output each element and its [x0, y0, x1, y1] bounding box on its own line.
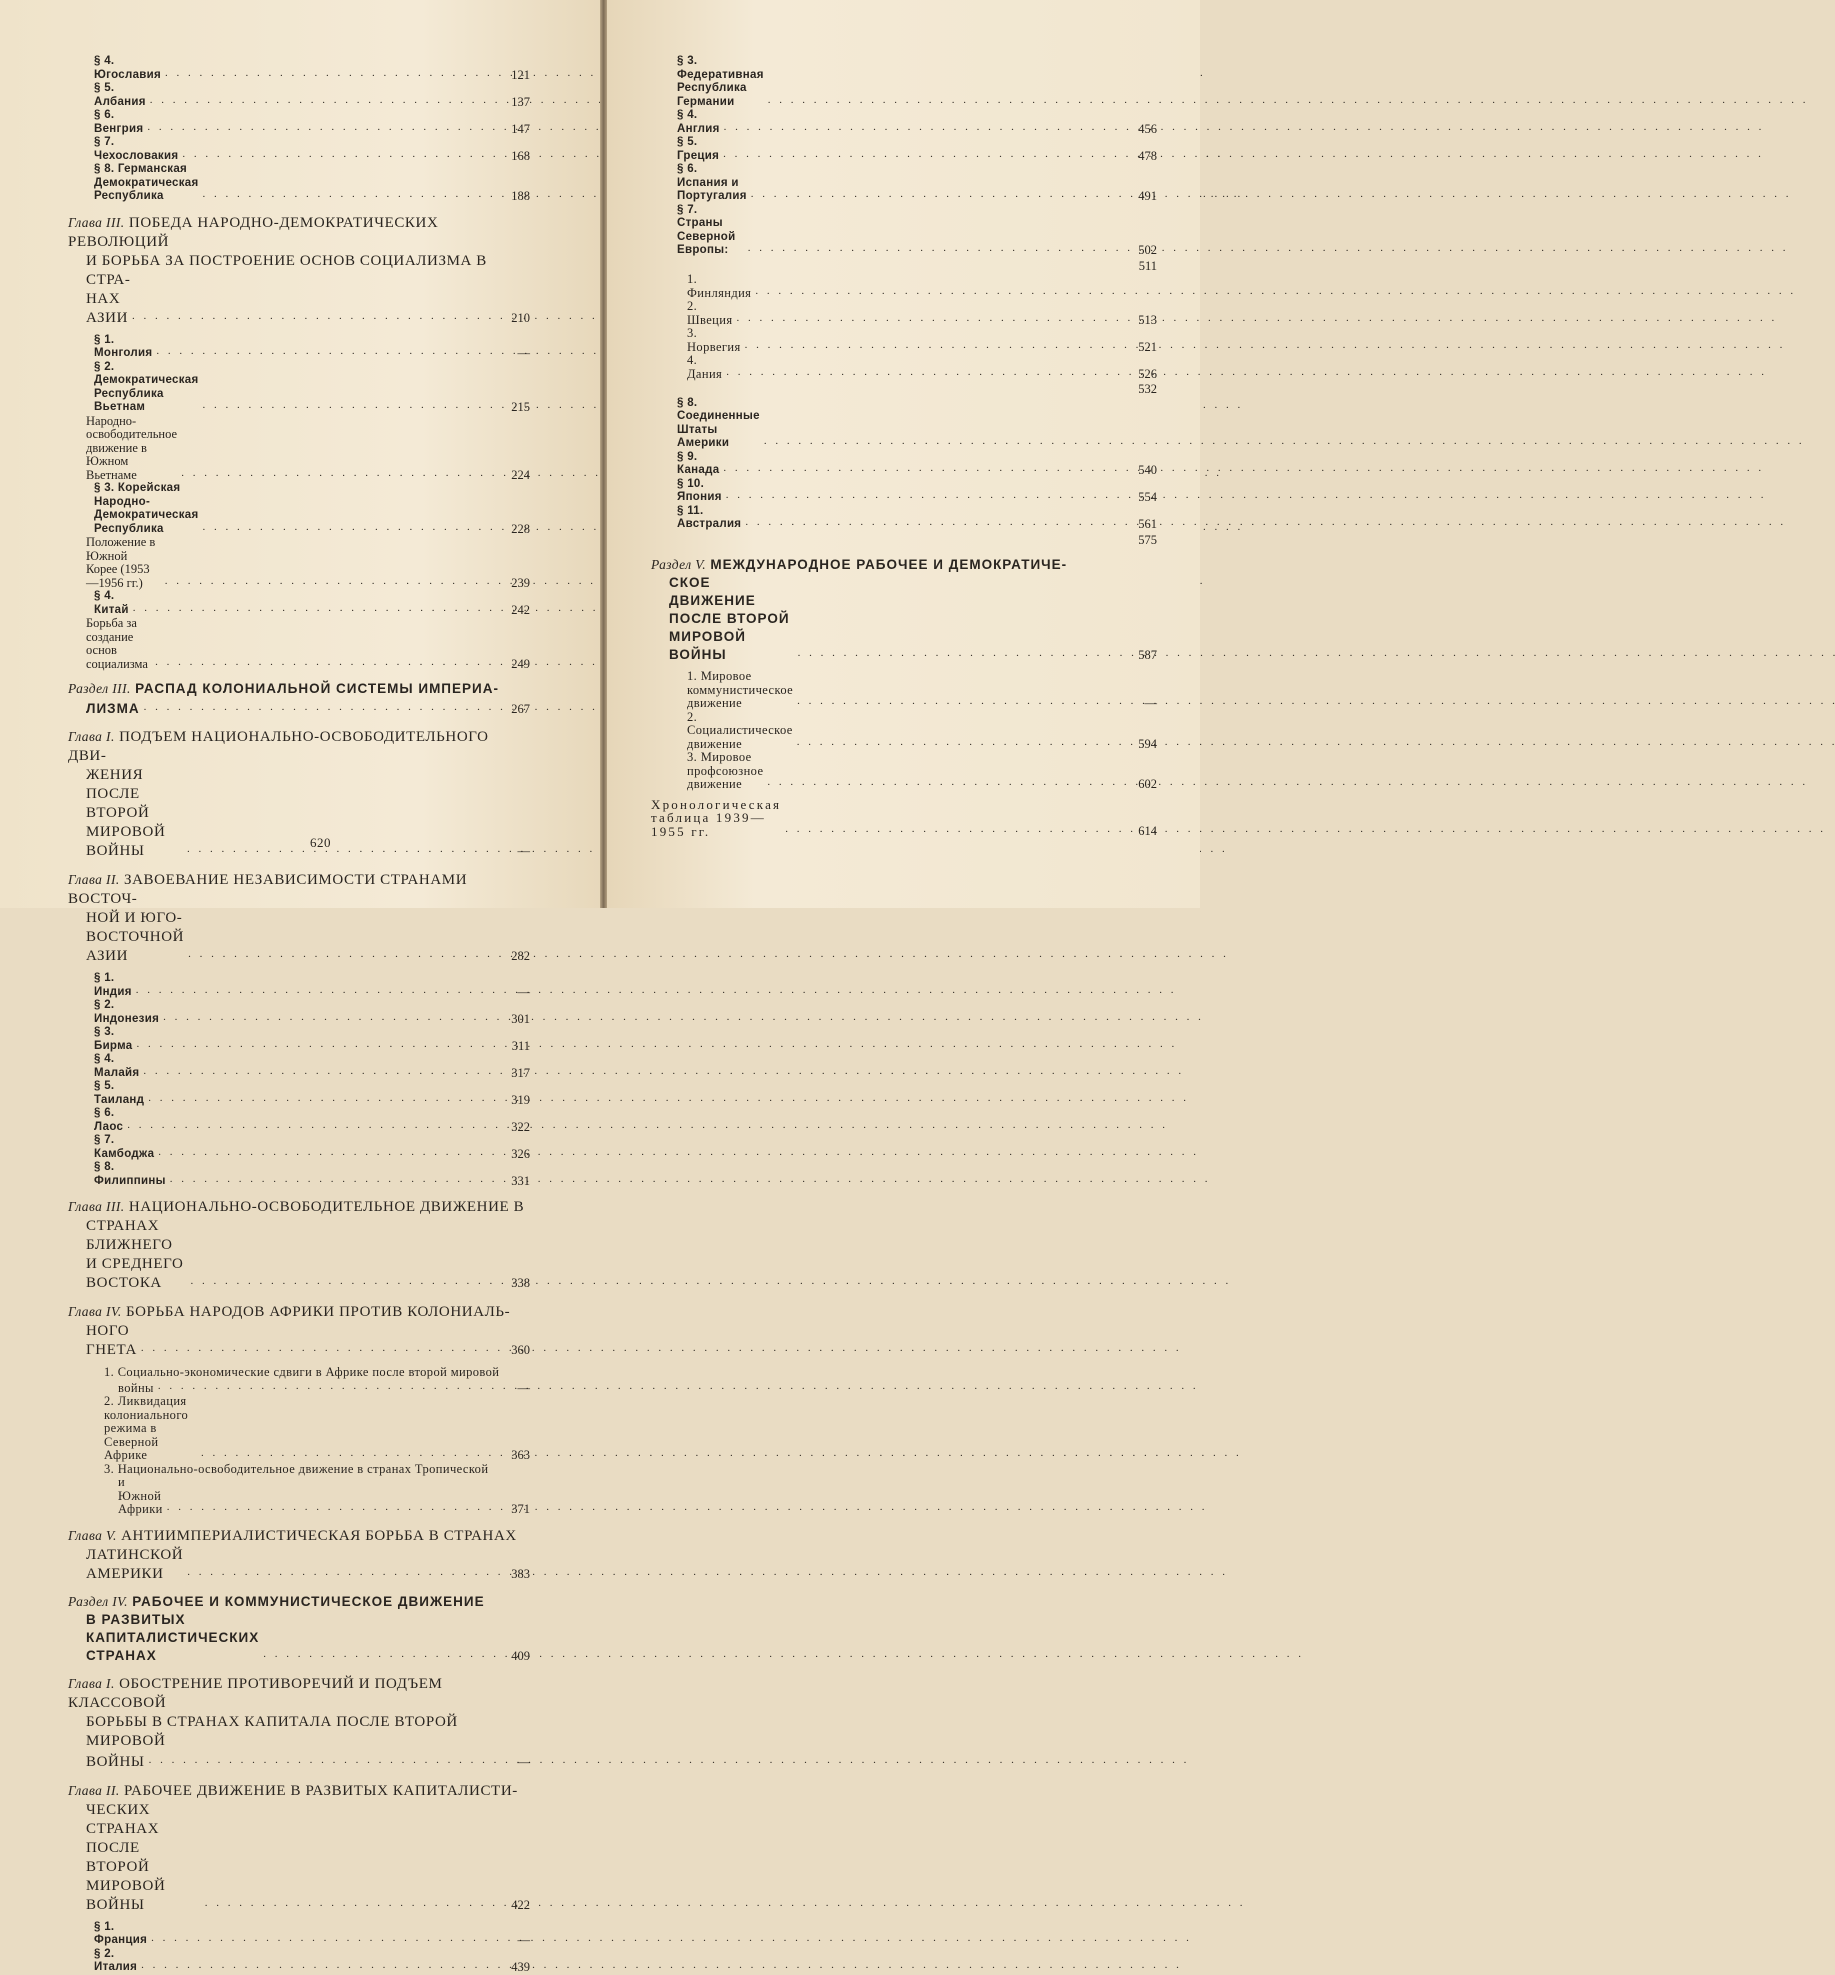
toc-subentry: [68, 1395, 530, 1463]
toc-subentry: [651, 273, 1157, 300]
heading-label: Глава II.: [68, 872, 120, 887]
entry-page: 121: [511, 67, 530, 82]
toc-entry: [651, 798, 1157, 839]
chapter-heading: [68, 213, 530, 328]
entry-page: 210: [511, 310, 530, 325]
heading-text: ЗАВОЕВАНИЕ НЕЗАВИСИМОСТИ СТРАНАМИ ВОСТОЧ-: [68, 872, 468, 907]
dot-leader: [755, 285, 1119, 299]
dot-leader: [748, 242, 1119, 256]
entry-title-line: 1. Финляндия: [687, 272, 752, 300]
toc-entry: [68, 334, 530, 361]
heading-label: Раздел III.: [68, 681, 131, 696]
entry-title: § 5. Таиланд: [94, 1080, 145, 1106]
dot-leader: [163, 1011, 492, 1025]
heading-text: ВОЙНЫ: [86, 1753, 145, 1770]
entry-title-line: 1. Социально-экономические сдвиги в Африке после второй мировой: [104, 1365, 500, 1379]
entry-title: § 2. Демократическая Республика Вьетнам: [94, 360, 199, 413]
toc-entry: [68, 999, 530, 1026]
dot-leader: [726, 489, 1119, 503]
entry-title: § 4. Англия: [677, 109, 720, 135]
entry-title-line: и Южной Африки: [118, 1475, 163, 1516]
toc-entry: [68, 1134, 530, 1161]
entry-page: 282: [511, 949, 530, 963]
chapter-heading: [68, 1781, 530, 1915]
heading-text: НАХ АЗИИ: [86, 290, 129, 326]
section-heading: [68, 680, 530, 718]
toc-subentry: [68, 1366, 530, 1395]
heading-text: ЧЕСКИХ СТРАНАХ ПОСЛЕ ВТОРОЙ МИРОВОЙ ВОЙНЫ: [86, 1801, 166, 1913]
dot-leader: [203, 399, 493, 413]
dot-leader: [797, 695, 1119, 709]
entry-page: 540: [1138, 463, 1157, 477]
dot-leader: [187, 1563, 492, 1582]
toc-entry: [651, 55, 1157, 109]
dot-leader: [785, 823, 1119, 837]
heading-label: Глава I.: [68, 1675, 115, 1691]
dot-leader: [136, 1038, 492, 1052]
dot-leader: [263, 1645, 492, 1663]
heading-label: Глава III.: [68, 1199, 125, 1214]
entry-page: 602: [1138, 777, 1157, 791]
entry-page: 239: [511, 575, 530, 590]
page-number: 620: [310, 835, 331, 850]
dot-leader: [724, 121, 1119, 135]
dot-leader: [751, 188, 1119, 202]
toc-subentry: [651, 327, 1157, 354]
entry-page: 371: [511, 1502, 530, 1516]
entry-page: 383: [511, 1566, 530, 1581]
toc-entry: [68, 617, 530, 671]
entry-page: 478: [1138, 148, 1157, 163]
entry-page: 439: [511, 1960, 530, 1974]
entry-title: § 2. Италия: [94, 1947, 138, 1973]
dot-leader: [188, 945, 492, 964]
entry-page: 575: [1138, 532, 1157, 547]
section-heading: [68, 1593, 530, 1665]
toc-entry: [68, 1107, 530, 1134]
entry-page: 224: [511, 467, 530, 482]
toc-subentry: [651, 711, 1157, 752]
entry-page: 491: [1138, 189, 1157, 203]
dot-leader: [133, 602, 492, 616]
dot-leader: [745, 339, 1119, 353]
entry-page: 137: [511, 94, 530, 109]
entry-page: 215: [511, 400, 530, 414]
heading-text: ОБОСТРЕНИЕ ПРОТИВОРЕЧИЙ И ПОДЪЕМ КЛАССОВОЙ: [68, 1675, 443, 1711]
dot-leader: [167, 1501, 492, 1515]
entry-page: 147: [511, 121, 530, 136]
entry-page: 322: [511, 1119, 530, 1134]
left-toc-column: [68, 55, 530, 1975]
entry-title: § 6. Испания и Португалия: [677, 163, 747, 202]
dot-leader: [141, 1959, 492, 1973]
entry-page: 526: [1138, 366, 1157, 381]
toc-entry: [68, 1161, 530, 1188]
entry-page: 502: [1138, 243, 1157, 257]
entry-title: § 2. Индонезия: [94, 999, 160, 1025]
entry-title: § 4. Югославия: [94, 55, 162, 81]
heading-text: АНТИИМПЕРИАЛИСТИЧЕСКАЯ БОРЬБА В СТРАНАХ: [121, 1527, 517, 1544]
entry-page: 587: [1138, 648, 1157, 662]
right-toc-column: [651, 55, 1157, 838]
entry-page: —: [517, 844, 530, 858]
entry-title: § 1. Монголия: [94, 333, 153, 359]
entry-title: § 6. Венгрия: [94, 109, 144, 135]
dot-leader: [726, 366, 1119, 380]
entry-title: § 1. Индия: [94, 972, 132, 998]
chapter-heading: [68, 870, 530, 966]
heading-text: ЖЕНИЯ ПОСЛЕ ВТОРОЙ МИРОВОЙ ВОЙНЫ: [86, 767, 166, 859]
chapter-heading: [68, 1674, 530, 1772]
entry-page: 331: [511, 1173, 530, 1188]
toc-entry: [651, 451, 1157, 478]
dot-leader: [144, 698, 492, 716]
entry-page: —: [1144, 696, 1157, 710]
toc-entry: [68, 1053, 530, 1080]
dot-leader: [149, 1751, 492, 1770]
toc-entry: [68, 415, 530, 483]
entry-title: § 11. Австралия: [677, 504, 742, 530]
heading-label: Раздел IV.: [68, 1593, 128, 1609]
dot-leader: [723, 148, 1119, 162]
entry-title: § 10. Япония: [677, 477, 722, 503]
entry-page: 188: [511, 189, 530, 203]
entry-title: § 7. Камбоджа: [94, 1134, 155, 1160]
heading-text: СТРАНАХ БЛИЖНЕГО И СРЕДНЕГО ВОСТОКА: [86, 1218, 184, 1291]
entry-title: § 1. Франция: [94, 1920, 148, 1946]
dot-leader: [132, 307, 492, 326]
heading-text: НАЦИОНАЛЬНО-ОСВОБОДИТЕЛЬНОЕ ДВИЖЕНИЕ В: [128, 1199, 525, 1215]
entry-page: —: [517, 1754, 530, 1769]
entry-title-line: 4. Дания: [687, 353, 723, 381]
heading-text: БОРЬБА НАРОДОВ АФРИКИ ПРОТИВ КОЛОНИАЛЬ-: [126, 1304, 511, 1320]
entry-page: 554: [1138, 490, 1157, 504]
toc-entry: [68, 55, 530, 82]
heading-text: НОЙ И ЮГО-ВОСТОЧНОЙ АЗИИ: [86, 910, 185, 964]
entry-page: 301: [511, 1011, 530, 1026]
dot-leader: [203, 521, 492, 535]
toc-entry: [651, 163, 1157, 204]
heading-label: Глава II.: [68, 1782, 120, 1798]
entry-title: § 8. Германская Демократическая Республика: [94, 163, 199, 202]
entry-title: § 8. Филиппины: [94, 1161, 166, 1187]
entry-page: 532: [1138, 382, 1157, 396]
entry-page: 249: [511, 656, 530, 671]
dot-leader: [170, 1173, 492, 1187]
heading-text: ЛАТИНСКОЙ АМЕРИКИ: [86, 1546, 184, 1582]
toc-subentry: [651, 300, 1157, 327]
entry-title-line: 3. Норвегия: [687, 326, 741, 354]
dot-leader: [205, 1894, 492, 1913]
entry-title: § 4. Малайя: [94, 1053, 140, 1079]
dot-leader: [165, 67, 492, 81]
heading-label: Глава IV.: [68, 1304, 122, 1319]
toc-entry: [68, 1026, 530, 1053]
dot-leader: [127, 1119, 492, 1133]
heading-text: РАБОЧЕЕ ДВИЖЕНИЕ В РАЗВИТЫХ КАПИТАЛИСТИ-: [123, 1782, 518, 1799]
heading-text: РАСПАД КОЛОНИАЛЬНОЙ СИСТЕМЫ ИМПЕРИА-: [135, 681, 499, 696]
toc-entry: [68, 361, 530, 415]
dot-leader: [155, 656, 492, 670]
heading-label: Глава III.: [68, 214, 125, 230]
entry-title-line: 3. Национально-освободительное движение в странах Тропической: [104, 1461, 489, 1476]
dot-leader: [767, 776, 1119, 790]
dot-leader: [150, 94, 492, 108]
dot-leader: [797, 736, 1119, 750]
entry-title: Положение в Южной Корее (1953—1956 гг.): [86, 535, 156, 590]
entry-title: Народно-освободительное движение в Южном Вьетнаме: [86, 413, 178, 482]
entry-page: 168: [511, 148, 530, 163]
entry-title-line: 3. Мировое профсоюзное движение: [687, 750, 764, 791]
entry-title-line: 1. Мировое коммунистическое движение: [687, 669, 794, 710]
toc-entry: [68, 163, 530, 204]
toc-entry-continuation: [651, 381, 1157, 397]
dot-leader: [203, 188, 492, 202]
entry-title: § 6. Лаос: [94, 1107, 124, 1133]
left-page: [0, 0, 600, 1974]
toc-entry: [68, 82, 530, 109]
entry-title: § 8. Соединенные Штаты Америки: [677, 396, 760, 449]
heading-text: ПОБЕДА НАРОДНО-ДЕМОКРАТИЧЕСКИХ РЕВОЛЮЦИЙ: [68, 214, 439, 250]
heading-text: В РАЗВИТЫХ КАПИТАЛИСТИЧЕСКИХ СТРАНАХ: [86, 1611, 260, 1663]
toc-entry: [68, 972, 530, 999]
entry-page: 511: [1138, 258, 1157, 273]
heading-label: Глава V.: [68, 1527, 117, 1543]
heading-text: ЛИЗМА: [86, 701, 140, 716]
toc-entry: [68, 1948, 530, 1975]
dot-leader: [745, 516, 1119, 530]
toc-entry: [68, 1921, 530, 1948]
entry-page: 311: [511, 1038, 530, 1053]
toc-subentry: [651, 670, 1157, 711]
entry-page: 409: [511, 1648, 530, 1663]
toc-entry: [651, 109, 1157, 136]
entry-page: 319: [511, 1092, 530, 1107]
entry-page: —: [517, 984, 530, 999]
toc-entry: [68, 536, 530, 590]
entry-page: 338: [511, 1276, 530, 1290]
entry-title: § 3. Корейская Народно-Демократическая Республика: [94, 482, 199, 535]
toc-entry-continuation: [651, 258, 1157, 274]
chapter-heading: [68, 1302, 530, 1360]
dot-leader: [768, 94, 1119, 108]
chapter-heading: [68, 1526, 530, 1584]
dot-leader: [764, 435, 1119, 449]
heading-text: РАБОЧЕЕ И КОММУНИСТИЧЕСКОЕ ДВИЖЕНИЕ: [132, 1593, 485, 1609]
toc-entry: [68, 482, 530, 536]
entry-title: § 5. Греция: [677, 136, 720, 162]
entry-page: 561: [1138, 517, 1157, 531]
entry-page: 267: [511, 702, 530, 716]
entry-page: —: [517, 346, 530, 360]
toc-entry: [651, 505, 1157, 532]
entry-page: —: [517, 1933, 530, 1947]
dot-leader: [723, 462, 1119, 476]
toc-entry: [651, 478, 1157, 505]
toc-entry: [68, 1080, 530, 1107]
entry-title: § 9. Канада: [677, 450, 720, 476]
toc-subentry: [651, 751, 1157, 792]
heading-text: БОРЬБЫ В СТРАНАХ КАПИТАЛА ПОСЛЕ ВТОРОЙ МИРОВОЙ: [86, 1713, 458, 1749]
heading-text: ПОДЪЕМ НАЦИОНАЛЬНО-ОСВОБОДИТЕЛЬНОГО ДВИ-: [68, 729, 489, 764]
dot-leader: [182, 148, 492, 162]
dot-leader: [141, 1339, 492, 1358]
book-gutter: [600, 0, 607, 908]
section-heading: [651, 556, 1157, 664]
heading-label: Раздел V.: [651, 557, 706, 572]
heading-text: МЕЖДУНАРОДНОЕ РАБОЧЕЕ И ДЕМОКРАТИЧЕ-: [710, 557, 1068, 572]
toc-entry: [68, 136, 530, 163]
entry-page: —: [517, 1380, 530, 1395]
entry-page: 614: [1138, 823, 1157, 838]
dot-leader: [158, 1380, 492, 1394]
entry-title-line: 2. Социалистическое движение: [687, 709, 793, 751]
dot-leader: [165, 575, 492, 589]
entry-title-line: 2. Ликвидация колониального режима в Северной Африке: [104, 1394, 189, 1462]
entry-title: § 7. Страны Северной Европы:: [677, 203, 736, 256]
dot-leader: [181, 467, 492, 481]
entry-title: § 3. Федеративная Республика Германии: [677, 55, 764, 108]
dot-leader: [151, 1932, 492, 1946]
entry-page: 228: [511, 521, 530, 536]
entry-page: 521: [1138, 339, 1157, 354]
chapter-heading: [68, 727, 530, 861]
dot-leader: [158, 1146, 492, 1160]
entry-title: § 5. Албания: [94, 82, 146, 108]
dot-leader: [201, 1447, 492, 1461]
entry-title: Борьба за создание основ социализма: [86, 616, 148, 671]
toc-subentry: [68, 1463, 530, 1517]
entry-page: 242: [511, 602, 530, 617]
dot-leader: [798, 644, 1119, 662]
entry-page: 422: [511, 1897, 530, 1912]
entry-page: 360: [511, 1343, 530, 1357]
dot-leader: [148, 1092, 492, 1106]
dot-leader: [187, 840, 492, 859]
dot-leader: [191, 1272, 492, 1291]
entry-title: § 3. Бирма: [94, 1026, 133, 1052]
chapter-heading: [68, 1197, 530, 1293]
entry-page: 513: [1138, 312, 1157, 327]
entry-title-line: 2. Швеция: [687, 299, 733, 327]
toc-entry-continuation: [651, 532, 1157, 548]
entry-page: 456: [1138, 121, 1157, 136]
entry-page: 594: [1138, 736, 1157, 751]
toc-entry: [68, 109, 530, 136]
entry-title: Хронологическая таблица 1939—1955 гг.: [651, 796, 782, 839]
right-page: [607, 0, 1200, 908]
entry-page: 317: [511, 1065, 530, 1080]
dot-leader: [136, 984, 492, 998]
dot-leader: [737, 312, 1119, 326]
dot-leader: [147, 121, 492, 135]
toc-entry: [651, 204, 1157, 258]
entry-page: 326: [511, 1146, 530, 1161]
heading-text: И БОРЬБА ЗА ПОСТРОЕНИЕ ОСНОВ СОЦИАЛИЗМА В СТРА-: [86, 252, 487, 288]
entry-title: § 4. Китай: [94, 590, 129, 616]
heading-text: НОГО ГНЕТА: [86, 1323, 137, 1358]
entry-page: 363: [511, 1448, 530, 1462]
entry-title: § 7. Чехословакия: [94, 136, 179, 162]
entry-title-line: войны: [118, 1380, 154, 1395]
heading-label: Глава I.: [68, 729, 115, 744]
dot-leader: [143, 1065, 492, 1079]
heading-text: СКОЕ ДВИЖЕНИЕ ПОСЛЕ ВТОРОЙ МИРОВОЙ ВОЙНЫ: [669, 575, 790, 662]
toc-entry: [651, 136, 1157, 163]
toc-entry: [68, 590, 530, 617]
toc-subentry: [651, 354, 1157, 381]
toc-entry: [651, 397, 1157, 451]
dot-leader: [156, 345, 492, 359]
